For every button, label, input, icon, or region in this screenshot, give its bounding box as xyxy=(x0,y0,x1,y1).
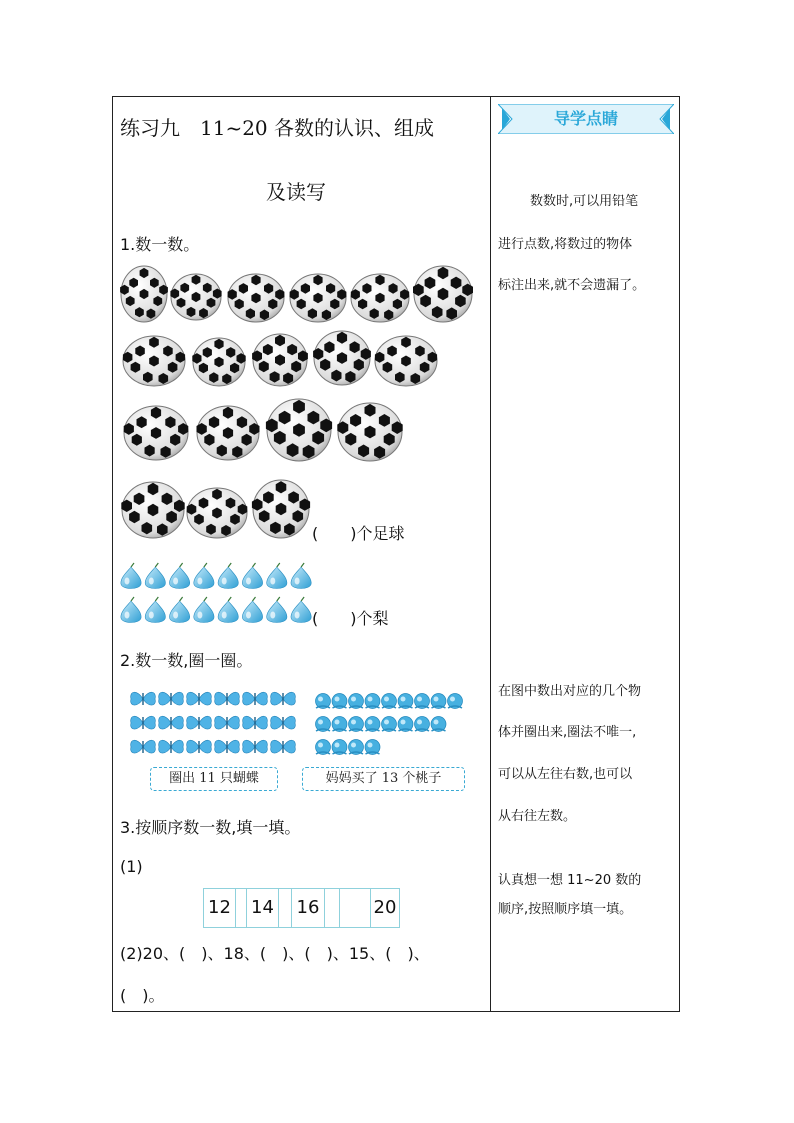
tip-line: 在图中数出对应的几个物 xyxy=(498,684,642,699)
sequence-cell: 16 xyxy=(291,888,325,928)
guide-badge-label: 导学点睛 xyxy=(553,109,618,128)
tip-line: 可以从左往右数,也可以 xyxy=(498,767,633,782)
question-2-heading: 2.数一数,圈一圈。 xyxy=(120,651,253,670)
balls-answer-blank: ( )个足球 xyxy=(312,524,405,543)
peach-icon xyxy=(332,694,347,709)
tip-line: 认真想一想 11~20 数的 xyxy=(498,873,642,888)
peach-task-label: 妈妈买了 13 个桃子 xyxy=(302,767,465,791)
question-3-heading: 3.按顺序数一数,填一填。 xyxy=(120,818,301,837)
sequence-cell xyxy=(278,888,292,928)
peach-icon xyxy=(448,694,463,709)
peach-icon xyxy=(365,694,380,709)
butterfly-task-label: 圈出 11 只蝴蝶 xyxy=(150,767,278,791)
tip-line: 数数时,可以用铅笔 xyxy=(530,194,639,209)
sequence-cell: 14 xyxy=(246,888,279,928)
question-3-part1-label: (1) xyxy=(120,857,143,876)
peach-icon xyxy=(365,740,380,755)
peach-icon xyxy=(316,694,331,709)
sequence-cell: 20 xyxy=(370,888,400,928)
sequence-cell: 12 xyxy=(203,888,236,928)
peach-icon xyxy=(398,717,413,732)
tip-line: 进行点数,将数过的物体 xyxy=(498,237,633,252)
sequence-cell xyxy=(339,888,371,928)
page-title-line1: 练习九 11~20 各数的认识、组成 xyxy=(120,116,435,140)
tip-line: 体并圈出来,圈法不唯一, xyxy=(498,725,637,740)
pears-answer-blank: ( )个梨 xyxy=(312,609,389,628)
question-3-part2-line1: (2)20、( )、18、( )、( )、15、( )、 xyxy=(120,944,430,963)
peach-icon xyxy=(332,717,347,732)
peach-icon xyxy=(398,694,413,709)
peach-icon xyxy=(316,717,331,732)
question-1-heading: 1.数一数。 xyxy=(120,235,200,254)
tip-line: 从右往左数。 xyxy=(498,809,577,824)
peach-icon xyxy=(382,694,397,709)
peach-icon xyxy=(431,694,446,709)
peach-icon xyxy=(349,740,364,755)
peach-icon xyxy=(382,717,397,732)
peach-icon xyxy=(332,740,347,755)
peach-icon xyxy=(349,717,364,732)
peach-icon xyxy=(415,694,430,709)
tip-line: 标注出来,就不会遗漏了。 xyxy=(498,278,646,293)
peach-icon xyxy=(415,717,430,732)
peach-icon xyxy=(365,717,380,732)
peach-icon xyxy=(316,740,331,755)
sequence-cell xyxy=(324,888,340,928)
peach-icon xyxy=(431,717,446,732)
question-3-part2-line2: ( )。 xyxy=(120,986,165,1005)
tip-line: 顺序,按照顺序填一填。 xyxy=(498,902,633,917)
page-title-line2: 及读写 xyxy=(266,180,326,204)
peach-icon xyxy=(349,694,364,709)
